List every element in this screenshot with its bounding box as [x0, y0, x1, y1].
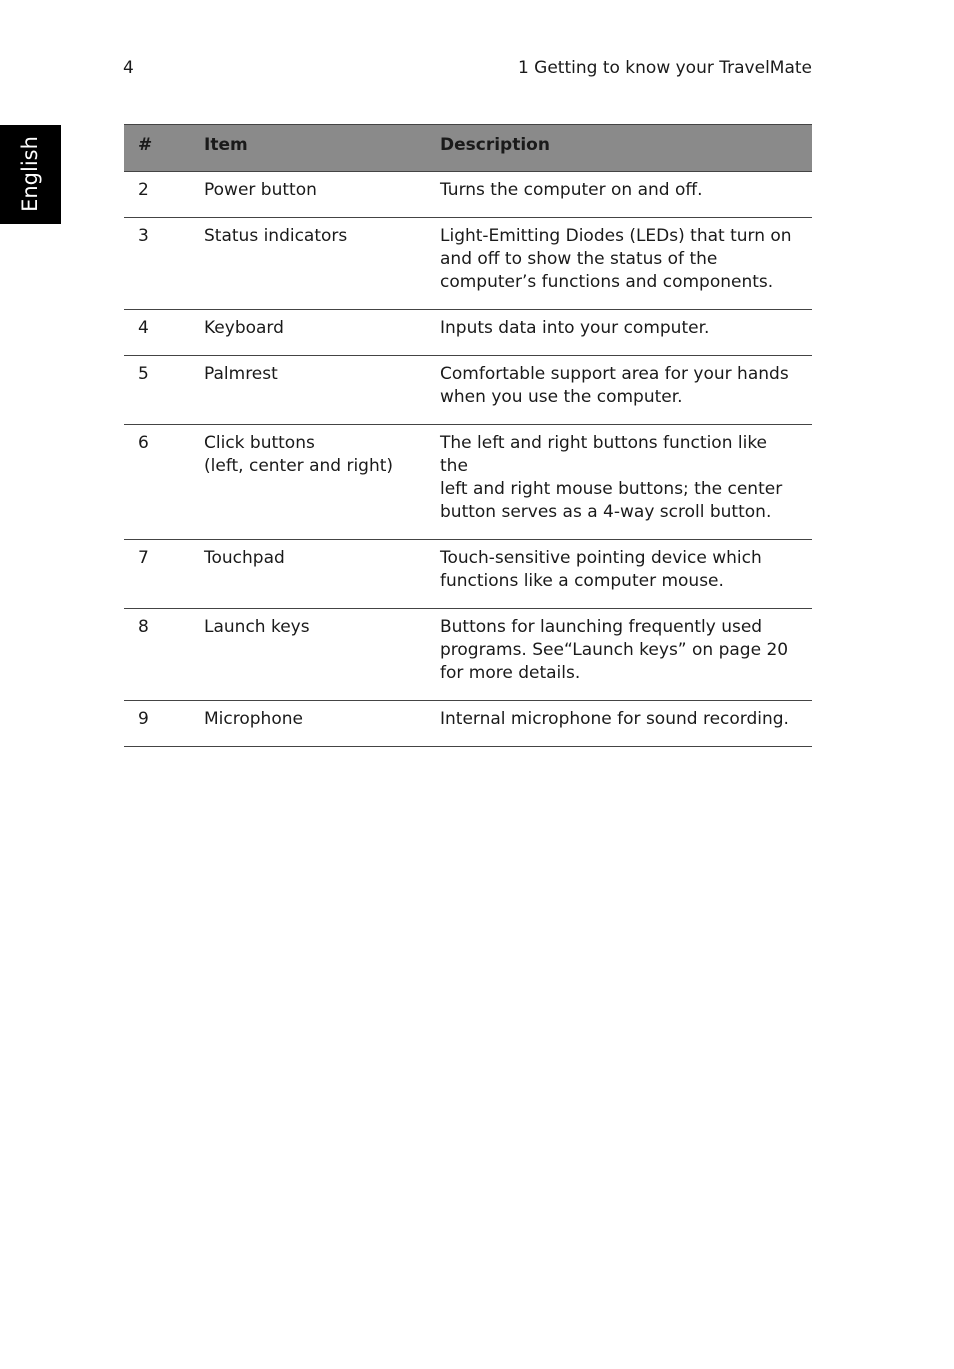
- column-header-description: Description: [426, 125, 812, 172]
- table-row: [124, 425, 812, 540]
- row-number: 3: [124, 218, 190, 310]
- row-item: Keyboard: [190, 310, 426, 356]
- row-description: Turns the computer on and off.: [426, 172, 812, 218]
- row-description: Internal microphone for sound recording.: [426, 701, 812, 747]
- row-number: 9: [124, 701, 190, 747]
- row-item: Status indicators: [190, 218, 426, 310]
- table-row: [124, 218, 812, 310]
- table-row: [124, 356, 812, 425]
- row-number: 7: [124, 540, 190, 609]
- row-item: Click buttons (left, center and right): [190, 425, 426, 540]
- table-row: [124, 540, 812, 609]
- row-number: 2: [124, 172, 190, 218]
- row-item: Microphone: [190, 701, 426, 747]
- table-row: [124, 310, 812, 356]
- row-description: Buttons for launching frequently used programs. See“Launch keys” on page 20 for more details.: [426, 609, 812, 701]
- row-item: Touchpad: [190, 540, 426, 609]
- table-row: [124, 172, 812, 218]
- row-description: Inputs data into your computer.: [426, 310, 812, 356]
- row-item: Launch keys: [190, 609, 426, 701]
- column-header-item: Item: [190, 125, 426, 172]
- row-number: 5: [124, 356, 190, 425]
- table-header-row: [124, 125, 812, 172]
- column-header-number: #: [124, 125, 190, 172]
- row-number: 8: [124, 609, 190, 701]
- items-table: [124, 124, 812, 747]
- page-number: 4: [123, 58, 134, 78]
- row-description: The left and right buttons function like the left and right mouse buttons; the center button serves as a 4-way scroll button.: [426, 425, 812, 540]
- row-number: 4: [124, 310, 190, 356]
- table-row: [124, 609, 812, 701]
- language-tab-label: English: [18, 136, 42, 212]
- row-description: Comfortable support area for your hands when you use the computer.: [426, 356, 812, 425]
- row-item: Power button: [190, 172, 426, 218]
- row-item: Palmrest: [190, 356, 426, 425]
- row-description: Light-Emitting Diodes (LEDs) that turn on and off to show the status of the computer’s functions and components.: [426, 218, 812, 310]
- chapter-title: 1 Getting to know your TravelMate: [517, 58, 812, 78]
- row-number: 6: [124, 425, 190, 540]
- language-tab: [0, 125, 61, 224]
- table-row: [124, 701, 812, 747]
- row-description: Touch-sensitive pointing device which functions like a computer mouse.: [426, 540, 812, 609]
